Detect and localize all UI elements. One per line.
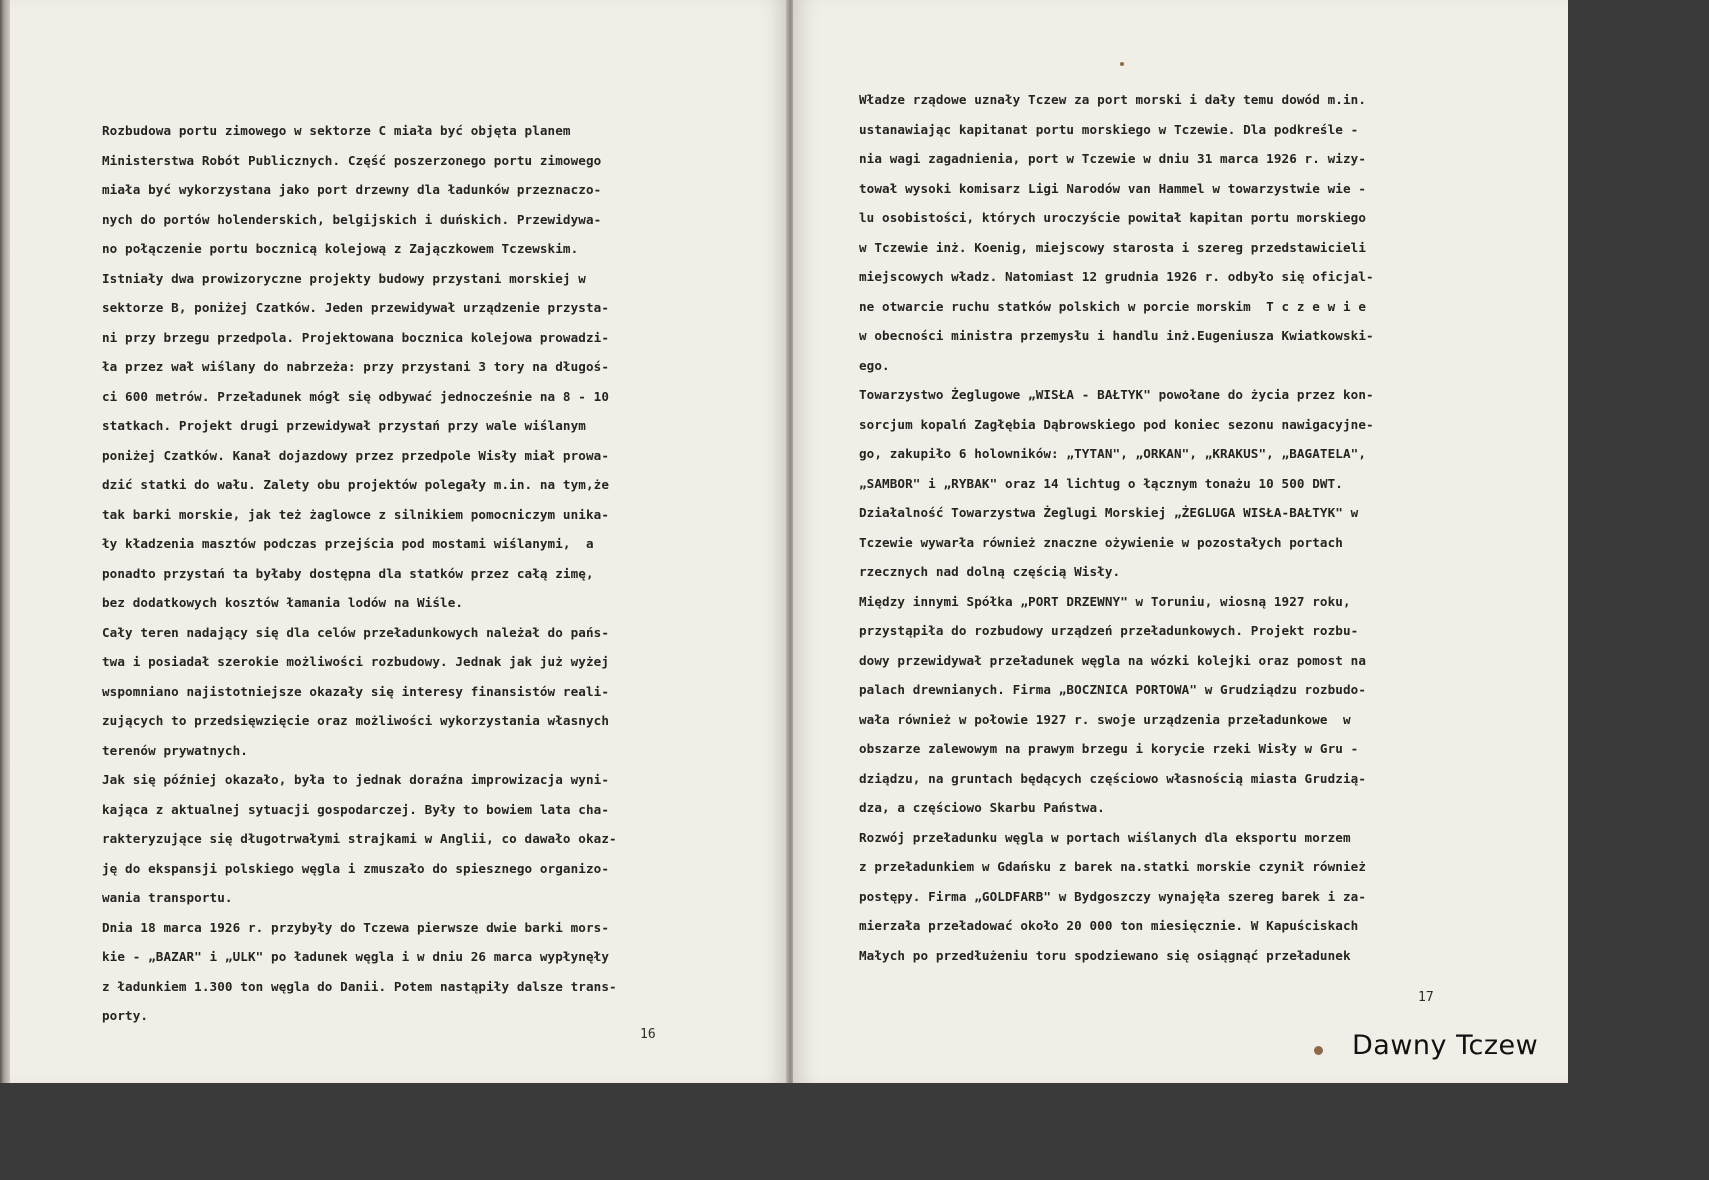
text-line: rakteryzujące się długotrwałymi strajkami w Anglii, co dawało okaz- [102,831,617,846]
text-line: ego. [859,357,890,373]
text-line: dowy przewidywał przeładunek węgla na wózki kolejki oraz pomost na [859,652,1367,668]
text-line: rzecznych nad dolną częścią Wisły. [859,564,1121,579]
text-line: ni przy brzegu przedpola. Projektowana bocznica kolejowa prowadzi- [102,329,610,345]
text-line: twa i posiadał szerokie możliwości rozbudowy. Jednak jak już wyżej [102,654,610,669]
text-line: terenów prywatnych. [102,742,248,758]
paper-speck [1314,1046,1323,1055]
text-line: ły kładzenia masztów podczas przejścia pod mostami wiślanymi, a [102,536,594,551]
text-line: palach drewnianych. Firma „BOCZNICA PORTOWA" w Grudziądzu rozbudo- [859,682,1367,697]
text-line: Działalność Towarzystwa Żeglugi Morskiej „ŻEGLUGA WISŁA-BAŁTYK" w [859,505,1359,520]
text-line: kie - „BAZAR" i „ULK" po ładunek węgla i w dniu 26 marca wypłynęły [102,949,610,964]
text-line: nia wagi zagadnienia, port w Tczewie w dniu 31 marca 1926 r. wizy- [859,151,1367,166]
text-line: ję do ekspansji polskiego węgla i zmuszało do spiesznego organizo- [102,860,610,876]
text-line: wania transportu. [102,890,233,905]
text-line: dziądzu, na gruntach będących częściowo własnością miasta Grudzią- [859,770,1367,786]
text-line: tował wysoki komisarz Ligi Narodów van Hammel w towarzystwie wie - [859,180,1367,196]
text-line: dza, a częściowo Skarbu Państwa. [859,800,1105,815]
page-number-right: 17 [1418,990,1434,1005]
text-line: w Tczewie inż. Koenig, miejscowy starosta i szereg przedstawicieli [859,239,1367,255]
text-line: Ministerstwa Robót Publicznych. Część poszerzonego portu zimowego [102,152,602,168]
text-line: ne otwarcie ruchu statków polskich w porcie morskim T c z e w i e [859,298,1367,314]
text-line: ła przez wał wiślany do nabrzeża: przy przystani 3 tory na długoś- [102,359,610,374]
left-page-text [102,116,617,1031]
text-line: lu osobistości, których uroczyście powitał kapitan portu morskiego [859,210,1367,225]
text-line: zujących to przedsięwzięcie oraz możliwości wykorzystania własnych [102,713,610,728]
watermark: Dawny Tczew [1352,1030,1539,1061]
text-line: go, zakupiło 6 holowników: „TYTAN", „ORKAN", „KRAKUS", „BAGATELA", [859,446,1367,461]
text-line: miała być wykorzystana jako port drzewny dla ładunków przeznaczo- [102,182,602,197]
page-number-left: 16 [640,1027,656,1042]
text-line: kająca z aktualnej sytuacji gospodarczej. Były to bowiem lata cha- [102,801,610,817]
text-line: Małych po przedłużeniu toru spodziewano się osiągnąć przeładunek [859,947,1351,963]
text-line: obszarze zalewowym na prawym brzegu i korycie rzeki Wisły w Gru - [859,741,1359,756]
text-line: dzić statki do wału. Zalety obu projektów polegały m.in. na tym,że [102,477,610,492]
text-line: w obecności ministra przemysłu i handlu inż.Eugeniusza Kwiatkowski- [859,328,1374,343]
text-line: statkach. Projekt drugi przewidywał przystań przy wale wiślanym [102,418,586,433]
text-line: postępy. Firma „GOLDFARB" w Bydgoszczy wynajęła szereg barek i za- [859,888,1367,904]
text-line: Rozwój przeładunku węgla w portach wiślanych dla eksportu morzem [859,829,1351,845]
text-line: ustanawiając kapitanat portu morskiego w Tczewie. Dla podkreśle - [859,121,1359,137]
left-page [10,0,788,1083]
text-line: ci 600 metrów. Przeładunek mógł się odbywać jednocześnie na 8 - 10 [102,388,610,404]
text-line: no połączenie portu bocznicą kolejową z Zajączkowem Tczewskim. [102,241,579,256]
text-line: sektorze B, poniżej Czatków. Jeden przewidywał urządzenie przysta- [102,300,610,315]
text-line: tak barki morskie, jak też żaglowce z silnikiem pomocniczym unika- [102,506,610,522]
text-line: Tczewie wywarła również znaczne ożywienie w pozostałych portach [859,534,1343,550]
text-line: porty. [102,1008,149,1023]
text-line: wspomniano najistotniejsze okazały się interesy finansistów reali- [102,683,610,699]
book-edge [0,0,10,1083]
paper-speck [1120,62,1124,66]
text-line: Istniały dwa prowizoryczne projekty budowy przystani morskiej w [102,270,586,286]
text-line: ponadto przystań ta byłaby dostępna dla statków przez całą zimę, [102,565,594,581]
text-line: „SAMBOR" i „RYBAK" oraz 14 lichtug o łącznym tonażu 10 500 DWT. [859,475,1343,491]
text-line: z ładunkiem 1.300 ton węgla do Danii. Potem nastąpiły dalsze trans- [102,978,617,994]
text-line: Jak się później okazało, była to jednak doraźna improwizacja wyni- [102,772,610,787]
text-line: przystąpiła do rozbudowy urządzeń przeładunkowych. Projekt rozbu- [859,623,1359,638]
text-line: Między innymi Spółka „PORT DRZEWNY" w Toruniu, wiosną 1927 roku, [859,593,1351,609]
text-line: miejscowych władz. Natomiast 12 grudnia 1926 r. odbyło się oficjal- [859,269,1374,284]
text-line: Towarzystwo Żeglugowe „WISŁA - BAŁTYK" powołane do życia przez kon- [859,387,1374,402]
text-line: sorcjum kopalń Zagłębia Dąbrowskiego pod koniec sezonu nawigacyjne- [859,416,1374,432]
text-line: wała również w połowie 1927 r. swoje urządzenia przeładunkowe w [859,711,1351,727]
right-page-text [859,85,1374,970]
text-line: Cały teren nadający się dla celów przeładunkowych należał do pańs- [102,624,610,640]
text-line: nych do portów holenderskich, belgijskich i duńskich. Przewidywa- [102,211,602,227]
text-line: Władze rządowe uznały Tczew za port morski i dały temu dowód m.in. [859,92,1367,107]
text-line: mierzała przeładować około 20 000 ton miesięcznie. W Kapuściskach [859,918,1359,933]
text-line: Rozbudowa portu zimowego w sektorze C miała być objęta planem [102,123,571,138]
text-line: bez dodatkowych kosztów łamania lodów na Wiśle. [102,595,464,610]
text-line: z przeładunkiem w Gdańsku z barek na.statki morskie czynił również [859,859,1367,874]
text-line: Dnia 18 marca 1926 r. przybyły do Tczewa pierwsze dwie barki mors- [102,919,610,935]
text-line: poniżej Czatków. Kanał dojazdowy przez przedpole Wisły miał prowa- [102,447,610,463]
right-page [793,0,1568,1083]
